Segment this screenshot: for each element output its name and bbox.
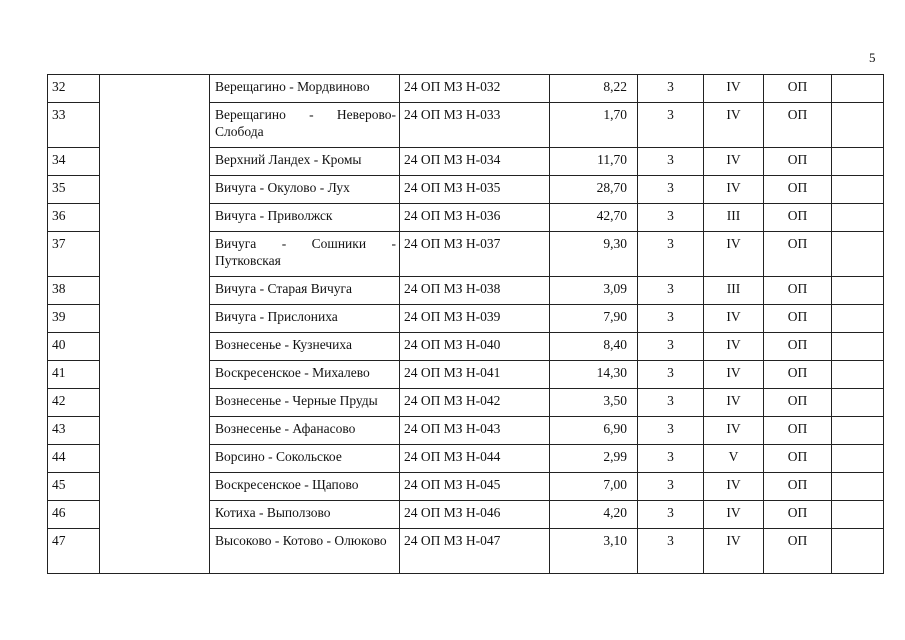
road-type: ОП xyxy=(764,333,832,361)
road-lanes: 3 xyxy=(638,501,704,529)
table-row xyxy=(48,361,884,389)
road-category: IV xyxy=(704,501,764,529)
road-name: Воскресенское - Михалево xyxy=(210,361,400,389)
road-lanes: 3 xyxy=(638,176,704,204)
table-row xyxy=(48,305,884,333)
row-number: 44 xyxy=(48,445,100,473)
blank-group-cell xyxy=(100,389,210,417)
table-row xyxy=(48,277,884,305)
road-category: IV xyxy=(704,361,764,389)
road-code: 24 ОП МЗ Н-039 xyxy=(400,305,550,333)
road-type: ОП xyxy=(764,277,832,305)
road-lanes: 3 xyxy=(638,445,704,473)
road-type: ОП xyxy=(764,103,832,148)
blank-group-cell xyxy=(100,176,210,204)
road-type: ОП xyxy=(764,232,832,277)
road-name: Вичуга - Старая Вичуга xyxy=(210,277,400,305)
road-category: IV xyxy=(704,232,764,277)
road-code: 24 ОП МЗ Н-040 xyxy=(400,333,550,361)
road-code: 24 ОП МЗ Н-036 xyxy=(400,204,550,232)
blank-last-cell xyxy=(832,389,884,417)
road-code: 24 ОП МЗ Н-034 xyxy=(400,148,550,176)
road-category: V xyxy=(704,445,764,473)
road-code: 24 ОП МЗ Н-035 xyxy=(400,176,550,204)
table-row xyxy=(48,445,884,473)
road-code: 24 ОП МЗ Н-032 xyxy=(400,75,550,103)
road-category: IV xyxy=(704,417,764,445)
road-name: Верхний Ландех - Кромы xyxy=(210,148,400,176)
road-length: 6,90 xyxy=(550,417,638,445)
road-lanes: 3 xyxy=(638,232,704,277)
blank-last-cell xyxy=(832,204,884,232)
row-number: 39 xyxy=(48,305,100,333)
road-category: IV xyxy=(704,529,764,574)
table-row xyxy=(48,204,884,232)
road-lanes: 3 xyxy=(638,75,704,103)
row-number: 35 xyxy=(48,176,100,204)
blank-last-cell xyxy=(832,445,884,473)
blank-last-cell xyxy=(832,473,884,501)
road-name: Ворсино - Сокольское xyxy=(210,445,400,473)
blank-group-cell xyxy=(100,148,210,176)
row-number: 40 xyxy=(48,333,100,361)
blank-last-cell xyxy=(832,277,884,305)
road-lanes: 3 xyxy=(638,473,704,501)
table-row xyxy=(48,417,884,445)
road-code: 24 ОП МЗ Н-041 xyxy=(400,361,550,389)
road-length: 9,30 xyxy=(550,232,638,277)
row-number: 42 xyxy=(48,389,100,417)
blank-group-cell xyxy=(100,232,210,277)
road-name: Воскресенское - Щапово xyxy=(210,473,400,501)
blank-last-cell xyxy=(832,176,884,204)
blank-last-cell xyxy=(832,333,884,361)
road-length: 3,09 xyxy=(550,277,638,305)
blank-group-cell xyxy=(100,501,210,529)
road-name: Вичуга - Сошники - Путковская xyxy=(210,232,400,277)
road-type: ОП xyxy=(764,529,832,574)
road-category: IV xyxy=(704,75,764,103)
road-length: 28,70 xyxy=(550,176,638,204)
blank-group-cell xyxy=(100,473,210,501)
row-number: 38 xyxy=(48,277,100,305)
blank-group-cell xyxy=(100,103,210,148)
blank-group-cell xyxy=(100,277,210,305)
table-row xyxy=(48,389,884,417)
table-row xyxy=(48,176,884,204)
table-row xyxy=(48,232,884,277)
road-code: 24 ОП МЗ Н-042 xyxy=(400,389,550,417)
road-lanes: 3 xyxy=(638,305,704,333)
road-lanes: 3 xyxy=(638,103,704,148)
road-category: IV xyxy=(704,176,764,204)
road-length: 4,20 xyxy=(550,501,638,529)
blank-last-cell xyxy=(832,417,884,445)
table-row xyxy=(48,501,884,529)
table-row xyxy=(48,473,884,501)
road-category: III xyxy=(704,204,764,232)
blank-group-cell xyxy=(100,333,210,361)
road-lanes: 3 xyxy=(638,417,704,445)
table-row xyxy=(48,333,884,361)
road-lanes: 3 xyxy=(638,277,704,305)
road-type: ОП xyxy=(764,148,832,176)
road-lanes: 3 xyxy=(638,148,704,176)
road-type: ОП xyxy=(764,176,832,204)
road-length: 7,00 xyxy=(550,473,638,501)
road-type: ОП xyxy=(764,305,832,333)
blank-group-cell xyxy=(100,417,210,445)
road-name: Вознесенье - Черные Пруды xyxy=(210,389,400,417)
blank-group-cell xyxy=(100,445,210,473)
row-number: 41 xyxy=(48,361,100,389)
row-number: 37 xyxy=(48,232,100,277)
road-lanes: 3 xyxy=(638,529,704,574)
road-code: 24 ОП МЗ Н-037 xyxy=(400,232,550,277)
table-row xyxy=(48,148,884,176)
road-length: 3,50 xyxy=(550,389,638,417)
row-number: 34 xyxy=(48,148,100,176)
road-type: ОП xyxy=(764,389,832,417)
road-code: 24 ОП МЗ Н-033 xyxy=(400,103,550,148)
road-name: Верещагино - Мордвиново xyxy=(210,75,400,103)
road-length: 1,70 xyxy=(550,103,638,148)
road-length: 42,70 xyxy=(550,204,638,232)
row-number: 47 xyxy=(48,529,100,574)
blank-group-cell xyxy=(100,75,210,103)
row-number: 43 xyxy=(48,417,100,445)
road-category: IV xyxy=(704,305,764,333)
blank-last-cell xyxy=(832,361,884,389)
row-number: 32 xyxy=(48,75,100,103)
road-category: IV xyxy=(704,333,764,361)
table-row xyxy=(48,103,884,148)
road-length: 3,10 xyxy=(550,529,638,574)
blank-group-cell xyxy=(100,305,210,333)
blank-last-cell xyxy=(832,529,884,574)
page-number: 5 xyxy=(869,50,876,65)
road-name: Вознесенье - Афанасово xyxy=(210,417,400,445)
roads-table-container xyxy=(47,74,884,574)
blank-group-cell xyxy=(100,529,210,574)
row-number: 45 xyxy=(48,473,100,501)
road-category: IV xyxy=(704,148,764,176)
road-type: ОП xyxy=(764,361,832,389)
road-name: Вичуга - Прислониха xyxy=(210,305,400,333)
road-category: IV xyxy=(704,103,764,148)
road-name: Вичуга - Окулово - Лух xyxy=(210,176,400,204)
road-code: 24 ОП МЗ Н-044 xyxy=(400,445,550,473)
road-type: ОП xyxy=(764,417,832,445)
road-length: 7,90 xyxy=(550,305,638,333)
road-type: ОП xyxy=(764,204,832,232)
row-number: 36 xyxy=(48,204,100,232)
road-length: 11,70 xyxy=(550,148,638,176)
blank-last-cell xyxy=(832,75,884,103)
road-name: Верещагино - Неверово-Слобода xyxy=(210,103,400,148)
road-name: Вознесенье - Кузнечиха xyxy=(210,333,400,361)
road-name: Котиха - Выползово xyxy=(210,501,400,529)
table-row xyxy=(48,75,884,103)
road-type: ОП xyxy=(764,445,832,473)
road-lanes: 3 xyxy=(638,333,704,361)
road-code: 24 ОП МЗ Н-046 xyxy=(400,501,550,529)
table-row xyxy=(48,529,884,574)
road-category: III xyxy=(704,277,764,305)
blank-group-cell xyxy=(100,204,210,232)
blank-last-cell xyxy=(832,501,884,529)
blank-last-cell xyxy=(832,103,884,148)
road-name: Вичуга - Приволжск xyxy=(210,204,400,232)
road-lanes: 3 xyxy=(638,361,704,389)
road-length: 8,22 xyxy=(550,75,638,103)
road-code: 24 ОП МЗ Н-038 xyxy=(400,277,550,305)
road-length: 14,30 xyxy=(550,361,638,389)
road-lanes: 3 xyxy=(638,204,704,232)
roads-table xyxy=(47,74,884,574)
blank-last-cell xyxy=(832,305,884,333)
road-length: 2,99 xyxy=(550,445,638,473)
road-lanes: 3 xyxy=(638,389,704,417)
blank-last-cell xyxy=(832,232,884,277)
road-category: IV xyxy=(704,473,764,501)
road-type: ОП xyxy=(764,473,832,501)
row-number: 46 xyxy=(48,501,100,529)
road-type: ОП xyxy=(764,75,832,103)
road-code: 24 ОП МЗ Н-045 xyxy=(400,473,550,501)
road-name: Высоково - Котово - Олюково xyxy=(210,529,400,574)
road-category: IV xyxy=(704,389,764,417)
road-code: 24 ОП МЗ Н-043 xyxy=(400,417,550,445)
table-body xyxy=(48,75,884,574)
blank-group-cell xyxy=(100,361,210,389)
road-type: ОП xyxy=(764,501,832,529)
road-length: 8,40 xyxy=(550,333,638,361)
blank-last-cell xyxy=(832,148,884,176)
road-code: 24 ОП МЗ Н-047 xyxy=(400,529,550,574)
row-number: 33 xyxy=(48,103,100,148)
